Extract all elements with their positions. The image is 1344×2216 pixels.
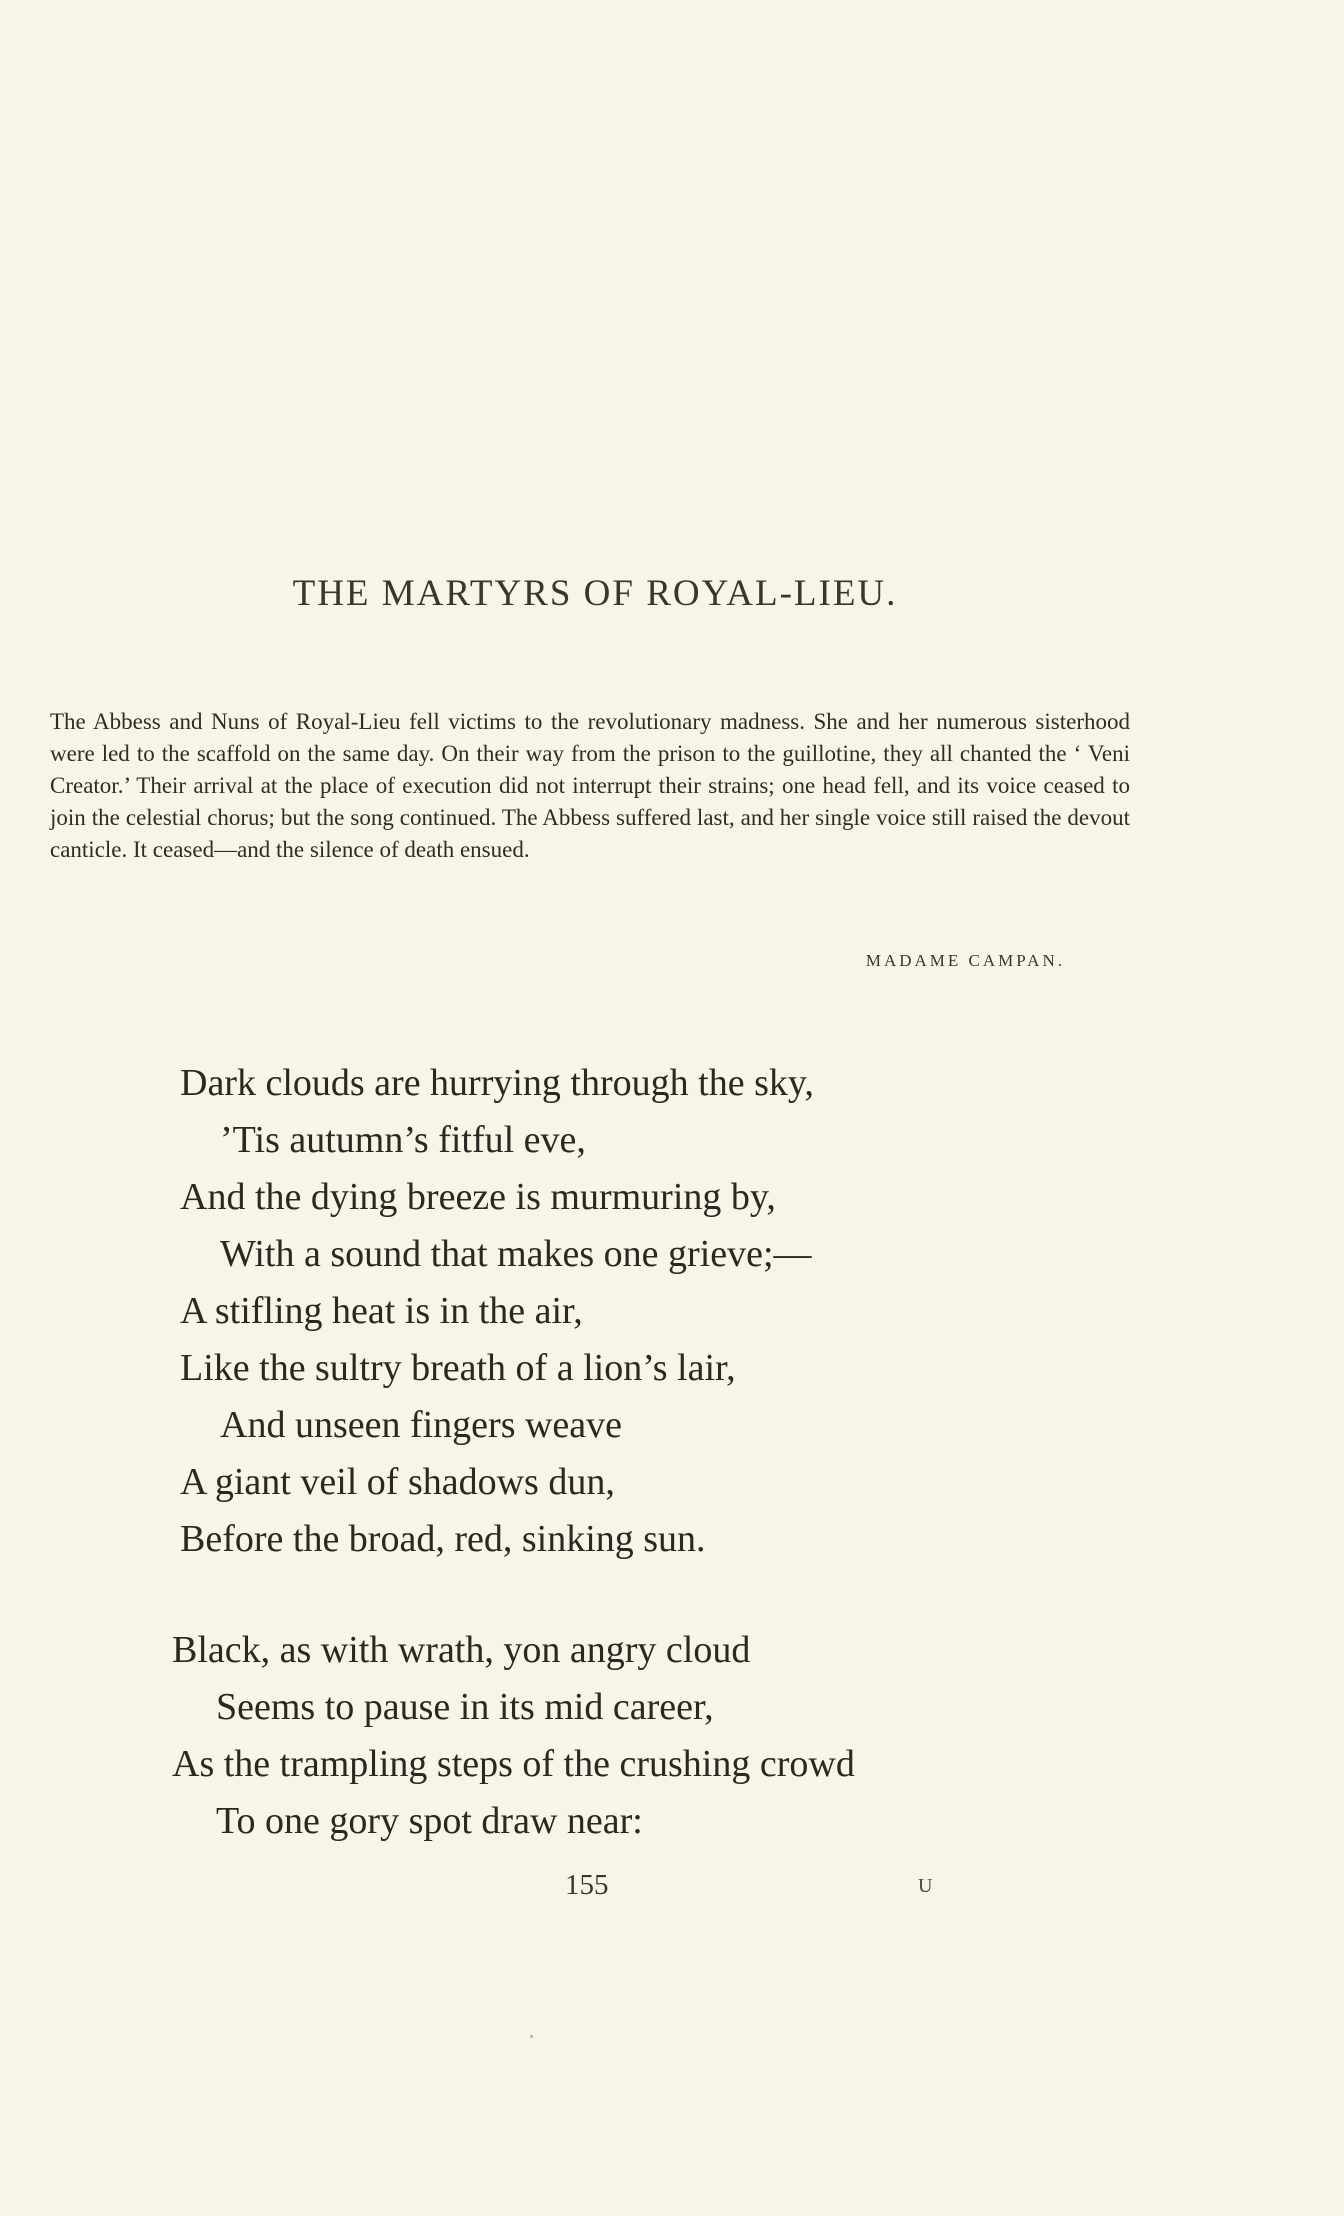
poem-line: A giant veil of shadows dun, [180, 1461, 615, 1503]
paper-speck [530, 2035, 533, 2038]
poem-line: Seems to pause in its mid career, [216, 1686, 714, 1728]
poem-line: Black, as with wrath, yon angry cloud [172, 1629, 751, 1671]
stanza-1 [0, 1055, 1344, 1568]
page-number: 155 [565, 1869, 609, 1901]
poem-line: Before the broad, red, sinking sun. [180, 1518, 706, 1560]
poem-line: With a sound that makes one grieve;— [220, 1233, 812, 1275]
poem-line: Like the sultry breath of a lion’s lair, [180, 1347, 736, 1389]
poem-line: ’Tis autumn’s fitful eve, [220, 1119, 586, 1161]
epigraph-text: The Abbess and Nuns of Royal-Lieu fell victims to the revolutionary madness. She and her numerous sisterhood were led to the scaffold on the same day. On their way from the prison to the guillotine, they all chanted the ‘ Veni Creator.’ Their arrival at the place of execution did not interrupt their strains; one head fell, and its voice ceased to join the celestial chorus; but the song continued. The Abbess suffered last, and her single voice still raised the devout canticle. It ceased—and the silence of death ensued. [50, 709, 1130, 862]
epigraph-attribution: MADAME CAMPAN. [865, 951, 1065, 970]
signature-mark: U [918, 1875, 933, 1897]
stanza-2 [0, 1622, 1344, 1850]
poem-line: As the trampling steps of the crushing crowd [172, 1743, 855, 1785]
poem-line: And unseen fingers weave [220, 1404, 623, 1446]
poem-line: A stifling heat is in the air, [180, 1290, 583, 1332]
poem-title: THE MARTYRS OF ROYAL-LIEU. [292, 573, 898, 614]
poem-line: Dark clouds are hurrying through the sky, [180, 1062, 814, 1104]
poem-line: And the dying breeze is murmuring by, [180, 1176, 776, 1218]
poem-line: To one gory spot draw near: [216, 1800, 643, 1842]
